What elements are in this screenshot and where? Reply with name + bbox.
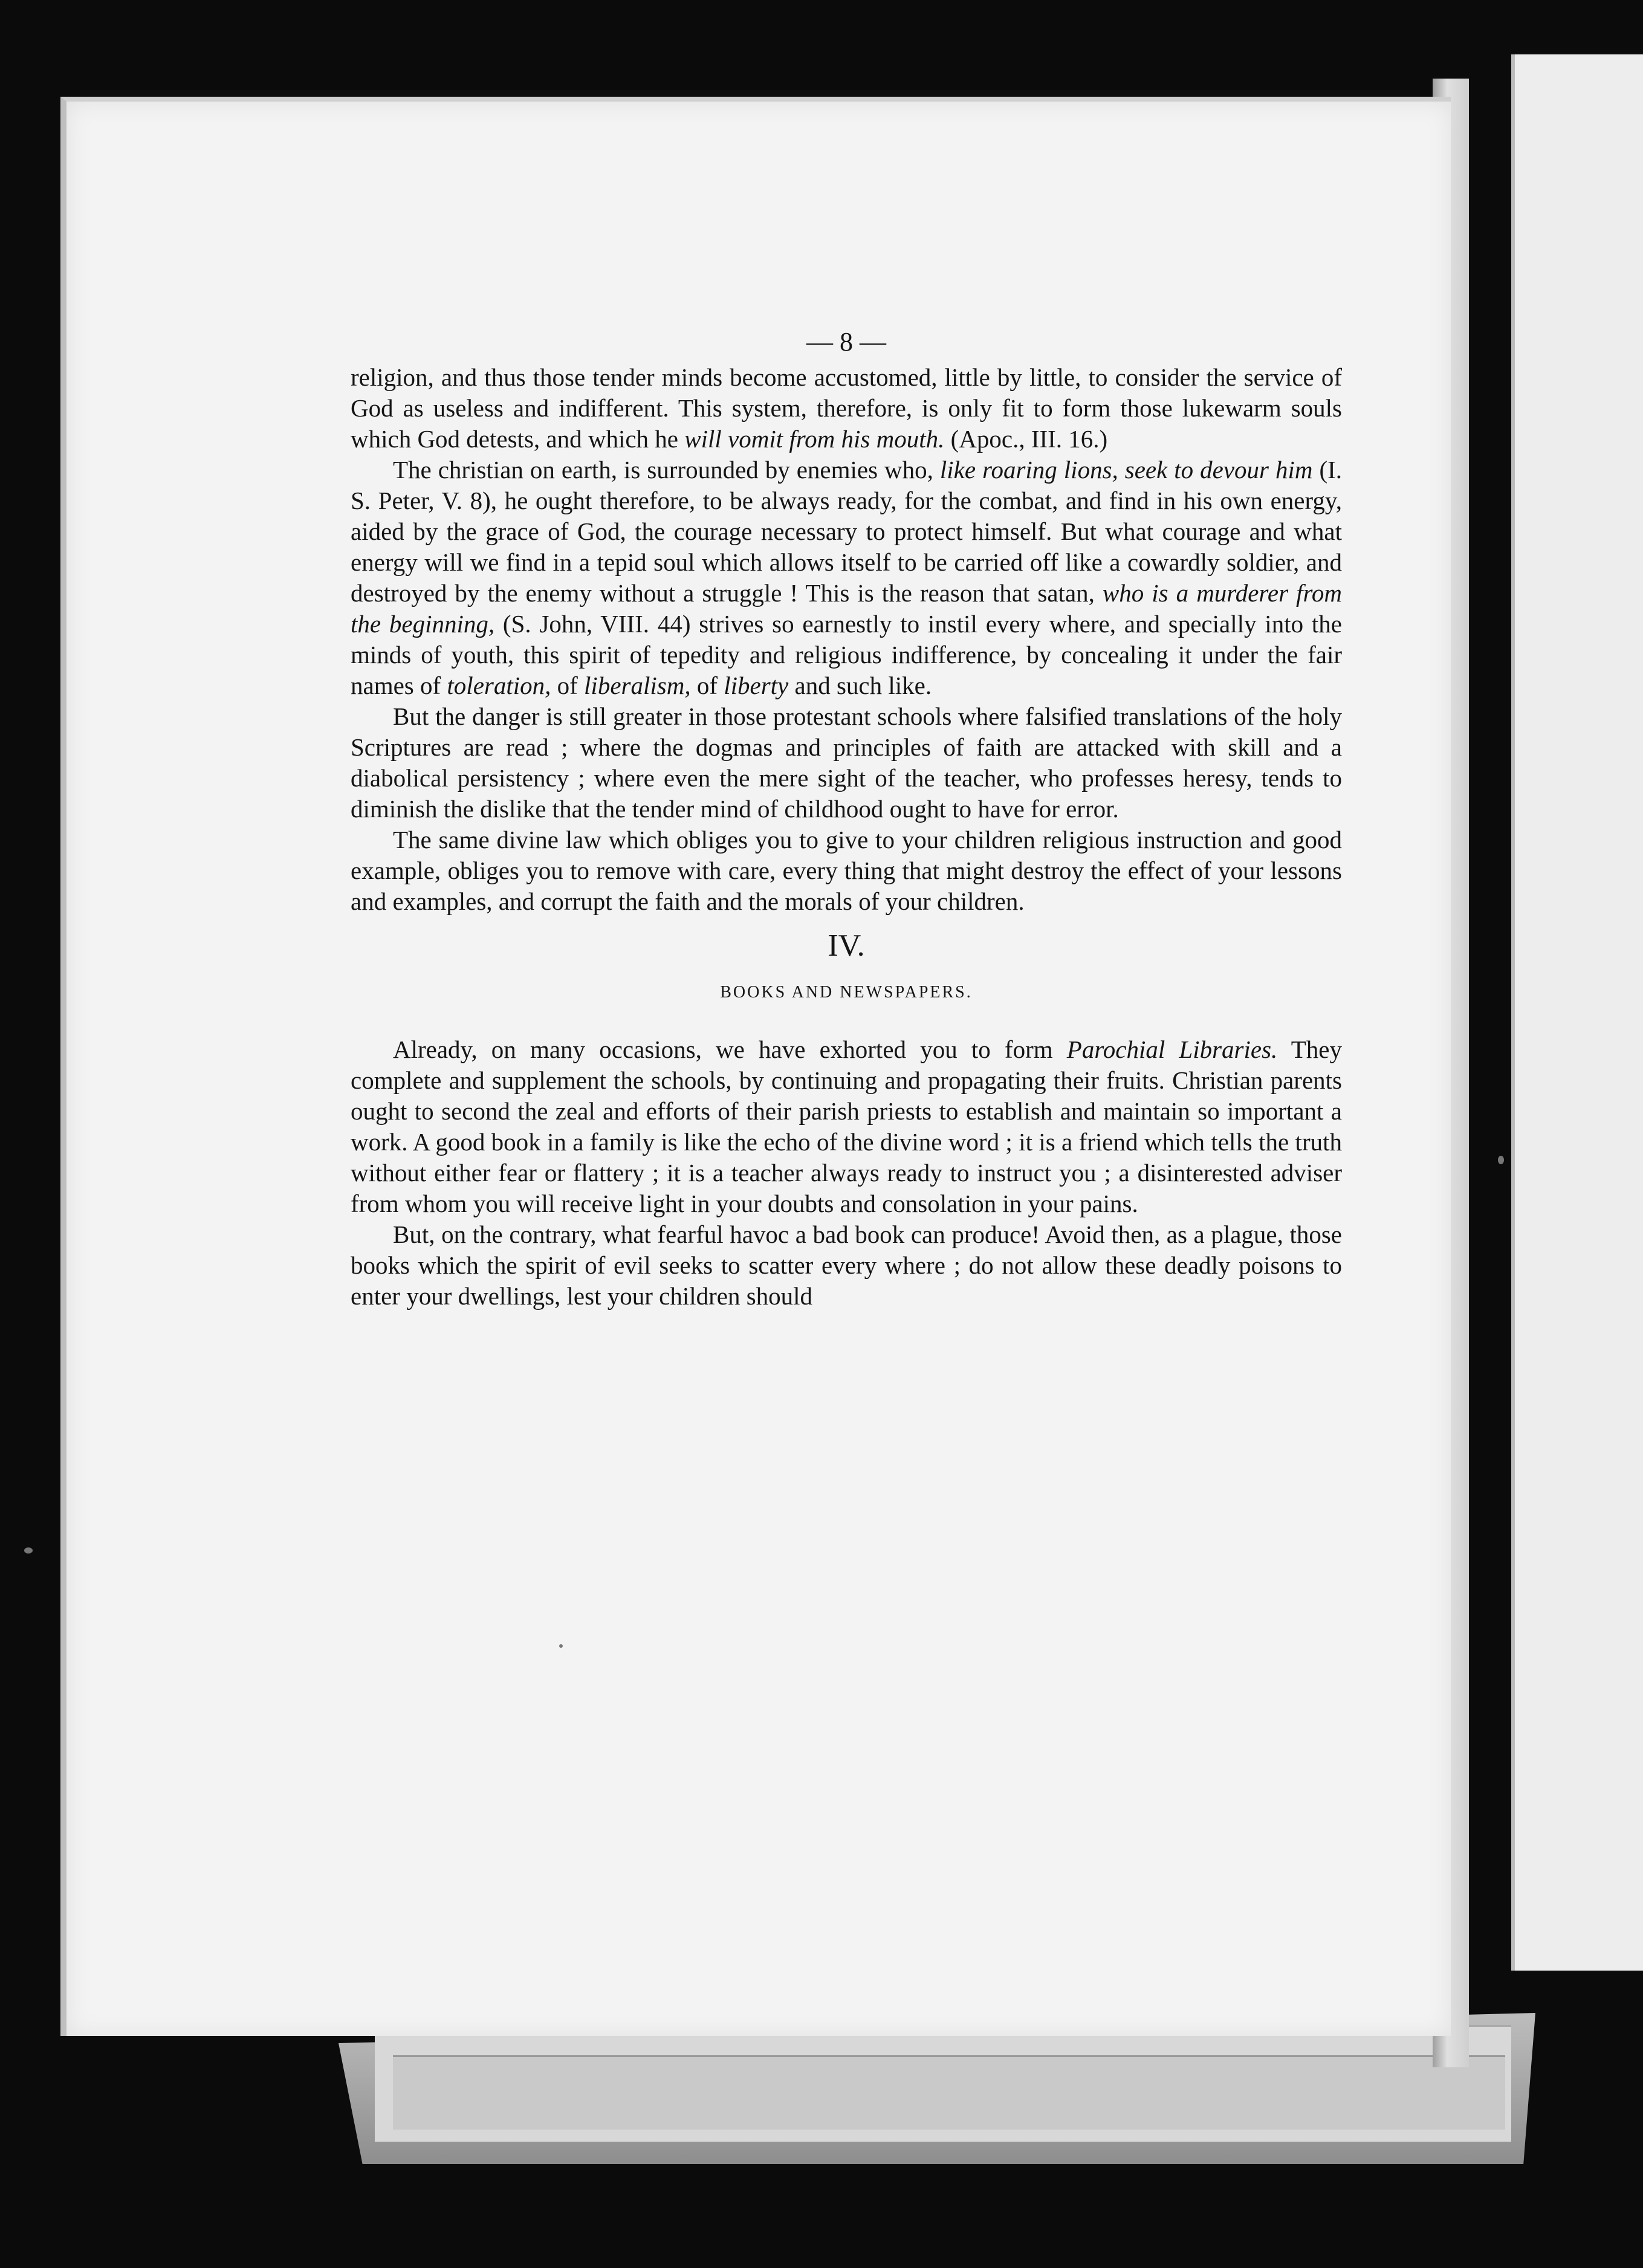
- paragraph-christian-on-earth: [351, 455, 1342, 701]
- paragraph-protestant-schools: [351, 701, 1342, 825]
- page-number: — 8 —: [806, 327, 886, 357]
- text-run: of: [690, 672, 724, 699]
- text-run: They complete and supplement the schools, by continuing and propagating their fruits. Christian parents ought to second the zeal and efforts of their parish priests to establish and maintain so important a work. A good book in a family is like the echo of the divine word ; it is a friend which tells the truth without either fear or flattery ; it is a teacher always ready to instruct you ; a disinterested adviser from whom you will receive light in your doubts and consolation in your pains.: [351, 1035, 1342, 1217]
- italic-phrase: liberty: [724, 672, 789, 699]
- text-run: But, on the contrary, what fearful havoc a bad book can produce! Avoid then, as a plague, those books which the spirit of evil seeks to scatter every where ; do not allow these deadly poisons to enter your dwellings, lest your children should: [351, 1220, 1342, 1310]
- text-run: The christian on earth, is surrounded by enemies who,: [393, 456, 940, 484]
- text-run: (I. S. Peter, V. 8), he ought therefore, to be always ready, for the combat, and find in his own energy, aided by the grace of God, the courage necessary to protect himself. But what courage and what energy will we find in a tepid soul which allows itself to be carried off like a cowardly soldier, and destroyed by the enemy without a struggle ! This is the reason that satan,: [351, 456, 1342, 607]
- text-run: religion, and thus those tender minds become accustomed, little by little, to consider the service of God as useless and indifferent. This system, therefore, is only fit to form those lukewarm souls which God detests, and which he: [351, 363, 1342, 453]
- ink-speck: [1498, 1156, 1504, 1164]
- page-content: [351, 326, 1342, 1312]
- italic-phrase: like roaring lions, seek to devour him: [939, 456, 1313, 484]
- body-text-after-section: [351, 1034, 1342, 1312]
- text-run: (Apoc., III. 16.): [944, 425, 1108, 453]
- paragraph-continuation: [351, 362, 1342, 455]
- adjacent-page: [1511, 54, 1643, 1971]
- text-run: and such like.: [788, 672, 932, 699]
- text-run: But the danger is still greater in those protestant schools where falsified translations of the holy Scriptures are read ; where the dogmas and principles of faith are attacked with skill and a diabolical persistency ; where even the mere sight of the teacher, who professes heresy, tends to diminish the dislike that the tender mind of childhood ought to have for error.: [351, 702, 1342, 823]
- paragraph-divine-law: [351, 825, 1342, 917]
- body-text-before-section: [351, 362, 1342, 917]
- ink-speck: [559, 1644, 563, 1648]
- ink-speck: [24, 1547, 33, 1554]
- italic-phrase: toleration,: [447, 672, 551, 699]
- text-run: Already, on many occasions, we have exhorted you to form: [393, 1035, 1067, 1063]
- text-run: The same divine law which obliges you to give to your children religious instruction and good example, obliges you to remove with care, every thing that might destroy the effect of your lessons and examples, and corrupt the faith and the morals of your children.: [351, 826, 1342, 915]
- paragraph-parochial-libraries: [351, 1034, 1342, 1219]
- italic-phrase: who is a murderer from the beginning,: [351, 579, 1342, 638]
- section-numeral: IV.: [828, 928, 865, 963]
- text-run: (S. John, VIII. 44) strives so earnestly to instil every where, and specially into the minds of youth, this spirit of tepedity and religious indifference, by concealing it under the fair names of: [351, 610, 1342, 699]
- page-stack-edge: [393, 2055, 1505, 2130]
- italic-phrase: liberalism,: [584, 672, 691, 699]
- text-run: of: [551, 672, 585, 699]
- italic-phrase: Parochial Libraries.: [1066, 1035, 1278, 1063]
- section-title: BOOKS AND NEWSPAPERS.: [720, 983, 973, 1002]
- paragraph-bad-book: [351, 1219, 1342, 1312]
- italic-phrase: will vomit from his mouth.: [684, 425, 945, 453]
